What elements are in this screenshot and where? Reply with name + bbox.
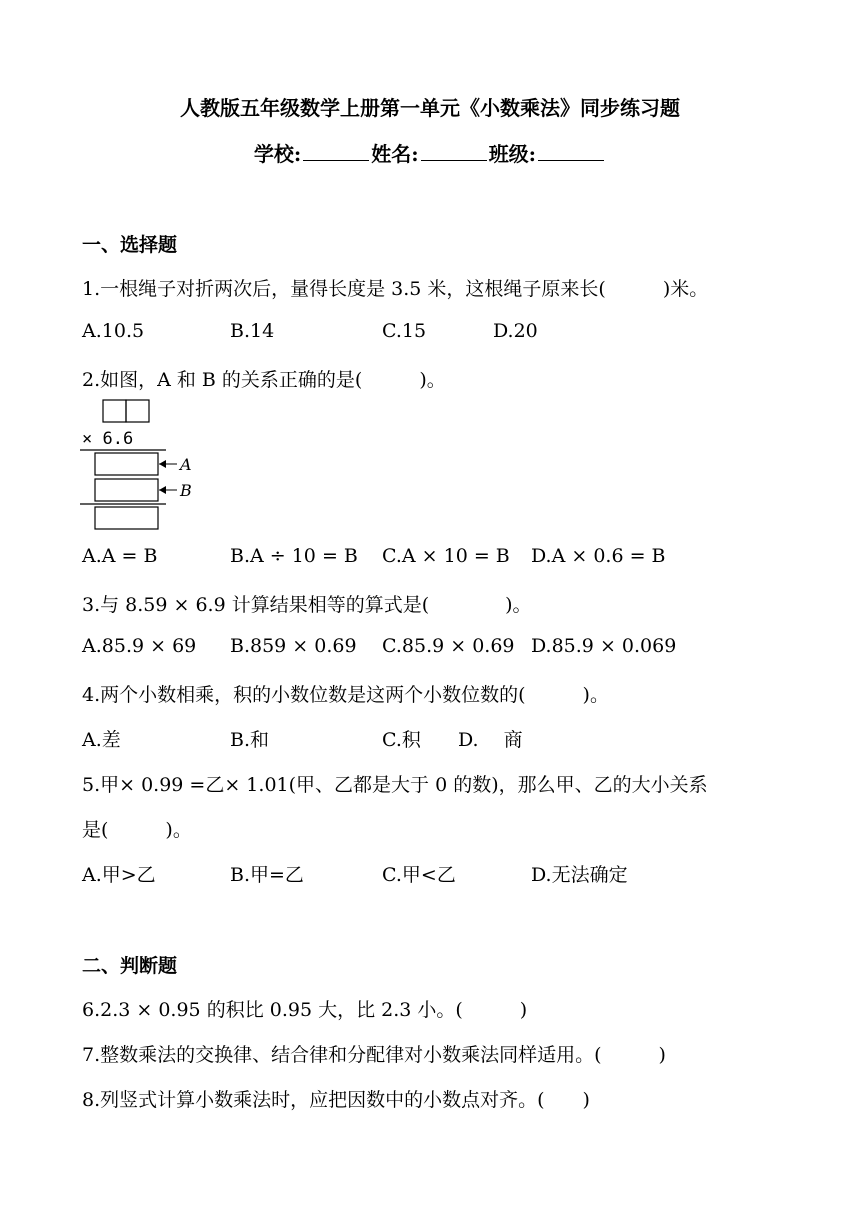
- q3-option-d: D.85.9 × 0.069: [531, 635, 677, 657]
- school-blank[interactable]: [303, 142, 369, 161]
- class-label: 班级:: [488, 142, 537, 166]
- q1-option-a: A.10.5: [82, 320, 145, 342]
- digit-box-2: [126, 400, 149, 422]
- q5-option-c: C.甲<乙: [382, 864, 456, 886]
- q1-option-d: D.20: [493, 320, 538, 342]
- q4-option-d: D. 商: [458, 729, 523, 751]
- question-5-line-2: 是( )。: [82, 819, 192, 841]
- name-label: 姓名:: [371, 142, 419, 166]
- school-label: 学校:: [253, 142, 302, 166]
- q5-option-a: A.甲>乙: [82, 864, 156, 886]
- q2-option-a: A.A = B: [82, 545, 158, 567]
- q3-option-b: B.859 × 0.69: [230, 635, 357, 657]
- question-3: 3.与 8.59 × 6.9 计算结果相等的算式是( )。: [82, 594, 532, 616]
- q4-option-b: B.和: [230, 729, 270, 751]
- question-2: 2.如图，A 和 B 的关系正确的是( )。: [82, 369, 446, 391]
- page-title: 人教版五年级数学上册第一单元《小数乘法》同步练习题: [180, 96, 680, 120]
- q5-option-d: D.无法确定: [531, 864, 628, 886]
- name-blank[interactable]: [421, 142, 487, 161]
- q1-option-b: B.14: [230, 320, 275, 342]
- arrow-b-icon: [159, 486, 166, 494]
- partial-box-a: [95, 453, 158, 475]
- digit-box-1: [103, 400, 126, 422]
- q4-option-a: A.差: [82, 729, 121, 751]
- q4-option-c: C.积: [382, 729, 421, 751]
- label-a: A: [180, 455, 192, 474]
- q5-option-b: B.甲=乙: [230, 864, 304, 886]
- student-info-line: [0, 138, 860, 167]
- q3-option-a: A.85.9 × 69: [82, 635, 197, 657]
- label-b: B: [180, 481, 192, 500]
- question-4: 4.两个小数相乘，积的小数位数是这两个小数位数的( )。: [82, 684, 609, 706]
- q1-option-c: C.15: [382, 320, 427, 342]
- q2-option-d: D.A × 0.6 = B: [531, 545, 666, 567]
- question-8: 8.列竖式计算小数乘法时，应把因数中的小数点对齐。( ): [82, 1089, 590, 1111]
- arrow-a-icon: [159, 460, 166, 468]
- q2-option-c: C.A × 10 = B: [382, 545, 510, 567]
- section-heading-judgment: 二、判断题: [82, 955, 178, 977]
- partial-box-b: [95, 479, 158, 501]
- multiplication-figure: [80, 398, 220, 534]
- q3-option-c: C.85.9 × 0.69: [382, 635, 515, 657]
- question-1: 1.一根绳子对折两次后，量得长度是 3.5 米，这根绳子原来长( )米。: [82, 278, 709, 300]
- section-heading-choice: 一、选择题: [82, 234, 178, 256]
- question-7: 7.整数乘法的交换律、结合律和分配律对小数乘法同样适用。( ): [82, 1044, 666, 1066]
- question-5-line-1: 5.甲× 0.99 =乙× 1.01(甲、乙都是大于 0 的数)，那么甲、乙的大小关系: [82, 774, 708, 796]
- product-box: [95, 507, 158, 529]
- multiplier-label: × 6.6: [82, 429, 134, 449]
- question-6: 6.2.3 × 0.95 的积比 0.95 大，比 2.3 小。( ): [82, 999, 528, 1021]
- class-blank[interactable]: [538, 142, 604, 161]
- q2-option-b: B.A ÷ 10 = B: [230, 545, 358, 567]
